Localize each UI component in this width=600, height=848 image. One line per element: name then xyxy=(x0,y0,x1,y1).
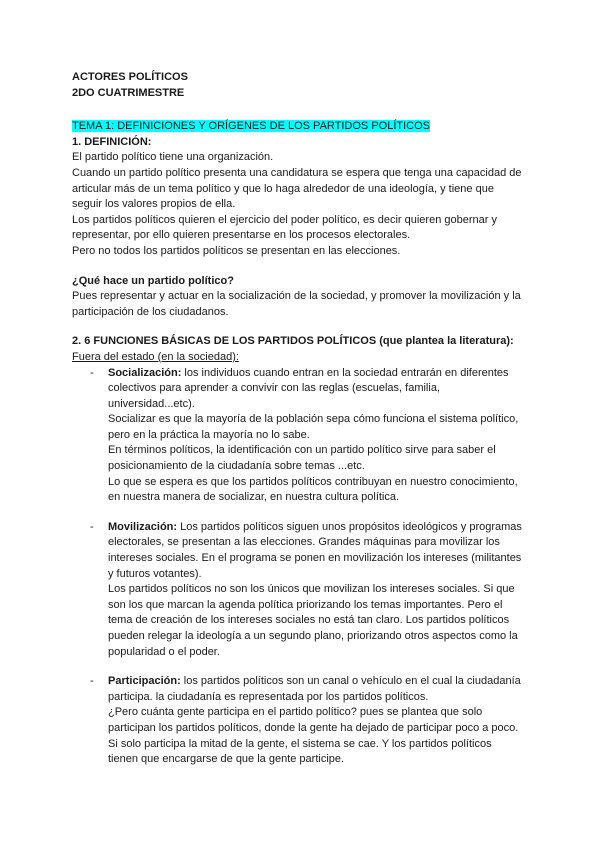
item-line: universidad...etc). xyxy=(108,397,195,410)
item-line: ¿Pero cuánta gente participa en el partido político? pues se plantea que solo xyxy=(108,706,483,719)
item-line: Los partidos políticos no son los únicos que movilizan los intereses sociales. Si que xyxy=(108,583,515,596)
item-line: intereses sociales. En el programa se ponen en movilización los intereses (militantes xyxy=(108,552,522,565)
list-item-movilizacion xyxy=(72,520,542,660)
item-line: tienen que encargarse de que la gente participe. xyxy=(108,753,345,766)
document-page xyxy=(72,70,542,768)
document-title: ACTORES POLÍTICOS xyxy=(72,71,188,83)
funciones-subheading: Fuera del estado (en la sociedad): xyxy=(72,350,239,363)
item-line: y futuros votantes). xyxy=(108,567,202,580)
definicion-line: seguir los valores propios de ella. xyxy=(72,198,236,211)
item-line: son los que marcan la agenda política priorizando los temas importantes. Pero el xyxy=(108,598,503,611)
item-first-line xyxy=(108,674,542,690)
spacer xyxy=(72,111,542,119)
definicion-line: representar, por ello quieren presentarse en los procesos electorales. xyxy=(72,229,411,242)
item-line: pueden relegar la ideología a un segundo plano, priorizando otros aspectos como la xyxy=(108,630,518,642)
que-hace-body xyxy=(72,289,542,320)
item-line: Lo que se espera es que los partidos políticos contribuyan en nuestro conocimiento, xyxy=(108,475,518,488)
item-line: participa. la ciudadanía es representada por los partidos políticos. xyxy=(108,690,429,703)
item-line: tema de creación de los intereses sociales no está tan claro. Los partidos políticos xyxy=(108,614,510,627)
spacer xyxy=(72,260,542,274)
bullet-dash: - xyxy=(90,520,94,533)
item-line: En términos políticos, la identificación con un partido político sirve para saber el xyxy=(108,444,496,457)
item-line: participan los partidos políticos, donde la gente ha dejado de participar poco a poco. xyxy=(108,721,519,734)
item-first-line xyxy=(108,366,542,382)
document-header xyxy=(72,70,542,101)
item-line: Socializar es que la mayoría de la población sepa cómo funciona el sistema político, xyxy=(108,413,519,426)
item-line: pero en la práctica la mayoría no lo sabe. xyxy=(108,428,310,441)
definicion-line: Pero no todos los partidos políticos se presentan en las elecciones. xyxy=(72,244,401,257)
tema-heading xyxy=(72,119,542,135)
definicion-line: articular más de un tema político y que lo haga alrededor de una ideología, y tiene que xyxy=(72,182,494,195)
item-line: posicionamiento de la ciudadanía sobre temas ...etc. xyxy=(108,460,365,473)
item-line: popularidad o el poder. xyxy=(108,645,220,658)
funciones-heading: 2. 6 FUNCIONES BÁSICAS DE LOS PARTIDOS POLÍTICOS (que plantea la literatura): xyxy=(72,335,514,348)
definicion-body xyxy=(72,150,542,259)
spacer xyxy=(72,506,542,520)
item-term: Socialización: xyxy=(108,366,182,379)
list-item-socializacion xyxy=(72,366,542,506)
bullet-dash: - xyxy=(90,675,94,688)
tema-heading-text: TEMA 1: DEFINICIONES Y ORÍGENES DE LOS PARTIDOS POLÍTICOS xyxy=(72,120,430,133)
spacer xyxy=(72,660,542,674)
que-hace-heading: ¿Qué hace un partido político? xyxy=(72,274,234,287)
item-line: electorales, se presentan a las elecciones. Grandes máquinas para movilizar los xyxy=(108,536,500,549)
item-first-line xyxy=(108,520,542,536)
list-item-participacion xyxy=(72,674,542,768)
definicion-line: El partido político tiene una organización. xyxy=(72,151,274,164)
item-term: Participación: xyxy=(108,675,181,688)
item-line: en nuestra manera de socializar, en nuestra cultura política. xyxy=(108,491,400,504)
item-line: colectivos para aprender a convivir con las reglas (escuelas, familia, xyxy=(108,382,440,395)
document-subtitle: 2DO CUATRIMESTRE xyxy=(72,86,185,99)
bullet-dash: - xyxy=(90,366,94,379)
definicion-heading: 1. DEFINICIÓN: xyxy=(72,135,152,148)
item-line: Si solo participa la mitad de la gente, el sistema se cae. Y los partidos políticos xyxy=(108,737,492,750)
definicion-line: Cuando un partido político presenta una candidatura se espera que tenga una capacidad de xyxy=(72,166,522,179)
spacer xyxy=(72,320,542,334)
item-text: los partidos políticos son un canal o vehículo en el cual la ciudadanía xyxy=(180,675,521,688)
que-hace-line: Pues representar y actuar en la socialización de la sociedad, y promover la movilización y la xyxy=(72,290,521,303)
definicion-line: Los partidos políticos quieren el ejercicio del poder político, es decir quieren gobernar y xyxy=(72,213,497,226)
item-text: los individuos cuando entran en la sociedad entrarán en diferentes xyxy=(181,366,509,379)
item-term: Movilización: xyxy=(108,520,178,533)
item-text: Los partidos políticos siguen unos propósitos ideológicos y programas xyxy=(177,520,522,533)
que-hace-line: participación de los ciudadanos. xyxy=(72,305,229,318)
